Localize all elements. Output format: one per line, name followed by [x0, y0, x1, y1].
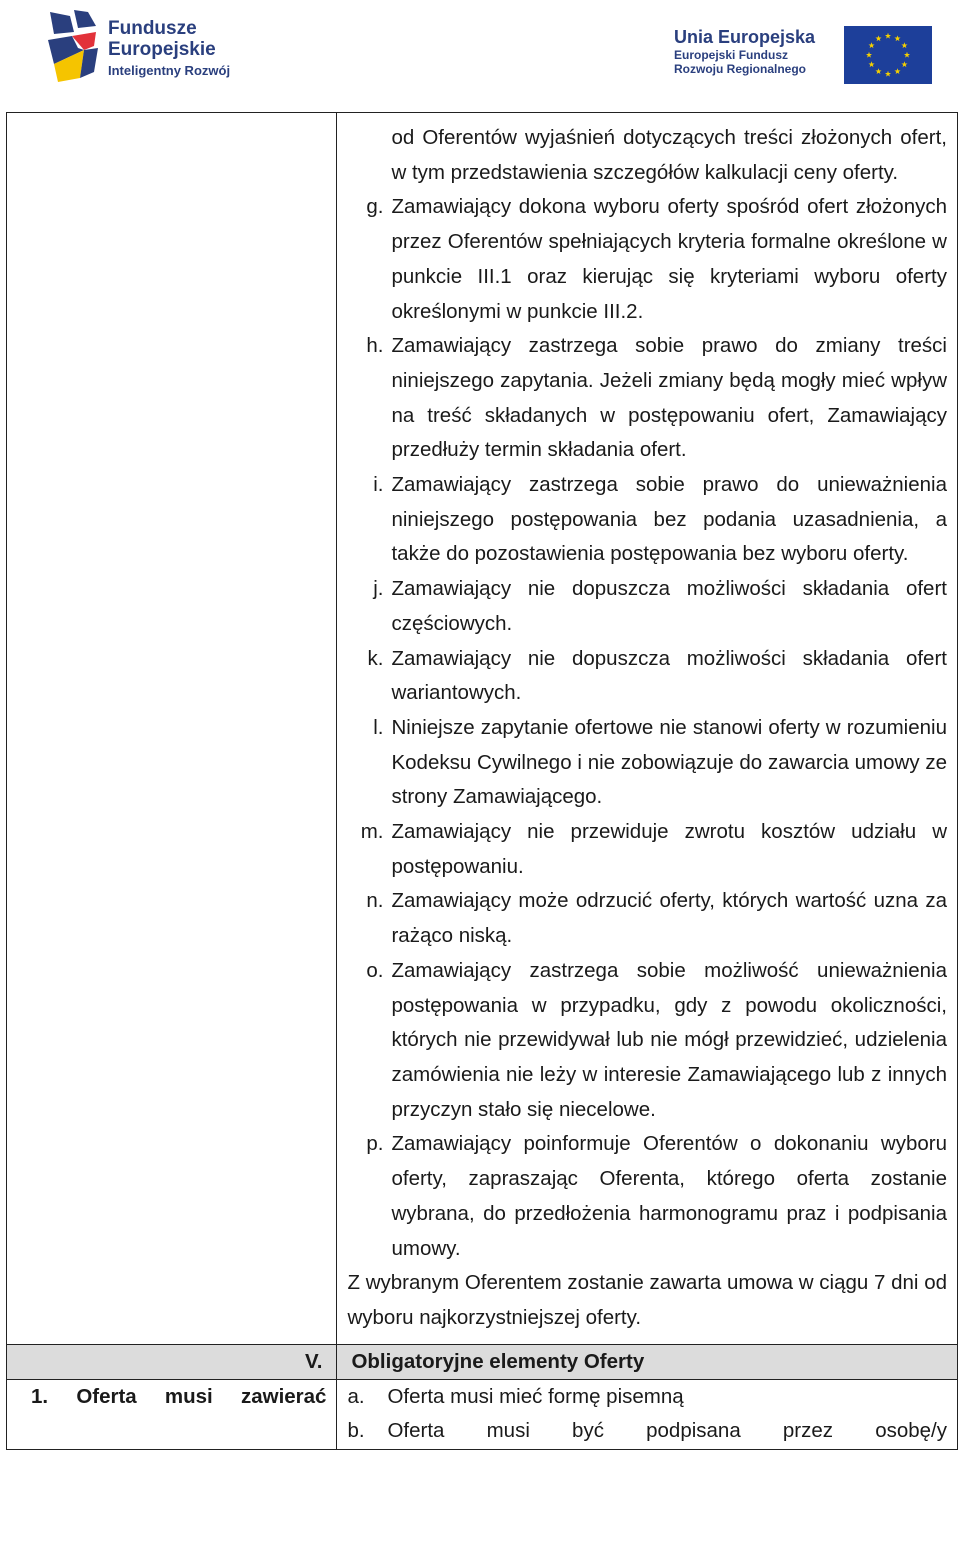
list-marker: o.: [366, 958, 384, 982]
list-item: [347, 954, 947, 1128]
list-item: [347, 884, 947, 953]
list-marker: n.: [366, 889, 384, 913]
list-marker: p.: [366, 1132, 384, 1156]
right-content-cell: [337, 113, 958, 1345]
list-marker: j.: [373, 577, 384, 601]
requirements-label-word: Oferta: [76, 1384, 137, 1408]
list-item: [347, 572, 947, 641]
intro-continuation: od Oferentów wyjaśnień dotyczących treści złożonych ofert, w tym przedstawienia szczegółów kalkulacji ceny oferty.: [391, 126, 947, 184]
list-item-text: Zamawiający nie przewiduje zwrotu kosztów udziału w postępowaniu.: [391, 820, 947, 878]
left-empty-cell: [7, 113, 337, 1345]
list-item: [347, 711, 947, 815]
fundusze-europejskie-star-icon: [44, 6, 104, 86]
section-title: Obligatoryjne elementy Oferty: [337, 1344, 958, 1379]
document-table: [6, 112, 958, 1450]
list-marker: g.: [366, 195, 384, 219]
eu-flag-icon: [844, 26, 932, 84]
logo-line-europejski-fundusz: Europejski Fundusz: [674, 48, 789, 62]
list-marker: i.: [373, 473, 384, 497]
list-marker: b.: [347, 1419, 365, 1443]
unia-europejska-logo: [674, 22, 936, 86]
closing-paragraph: Z wybranym Oferentem zostanie zawarta umowa w ciągu 7 dni od wyboru najkorzystniejszej oferty.: [347, 1271, 947, 1329]
requirements-list: [337, 1379, 958, 1449]
conditions-list: [347, 190, 947, 1266]
list-item-text: Zamawiający poinformuje Oferentów o dokonaniu wyboru oferty, zapraszając Oferenta, którego oferta zostanie wybrana, do przedłożenia harmonogramu praz i podpisania umowy.: [391, 1132, 947, 1260]
list-marker: l.: [373, 715, 384, 739]
list-marker: k.: [367, 646, 384, 670]
list-item: [347, 1380, 947, 1415]
fundusze-europejskie-logo: [44, 6, 274, 86]
list-item: [347, 1127, 947, 1266]
list-item-text: Zamawiający nie dopuszcza możliwości składania ofert częściowych.: [391, 577, 947, 635]
list-item-text: Zamawiający zastrzega sobie prawo do zmiany treści niniejszego zapytania. Jeżeli zmiany będą mogły mieć wpływ na treść składanych w postępowaniu ofert, Zamawiający przedłuży termin składania ofert.: [391, 334, 947, 462]
list-marker: m.: [360, 820, 384, 844]
requirements-label-number: 1.: [31, 1384, 49, 1408]
requirements-label: [7, 1380, 336, 1414]
list-item: [347, 468, 947, 572]
section-number: V.: [7, 1344, 337, 1379]
list-item-text: Oferta musi mieć formę pisemną: [387, 1384, 684, 1408]
list-item-text: Zamawiający może odrzucić oferty, których wartość uzna za rażąco niską.: [391, 889, 947, 948]
logo-line-inteligentny-rozwoj: Inteligentny Rozwój: [108, 63, 231, 78]
requirements-label-word: musi: [164, 1384, 213, 1408]
list-item-text: Zamawiający zastrzega sobie prawo do unieważnienia niniejszego postępowania bez podania uzasadnienia, a także do pozostawienia postępowania bez wyboru oferty.: [391, 473, 947, 566]
list-item-text: Oferta musi być podpisana przez osobę/y: [387, 1419, 947, 1443]
logo-line-europejskie: Europejskie: [108, 39, 216, 60]
section-header-row: [7, 1344, 958, 1379]
list-item: [347, 190, 947, 329]
requirements-label-cell: [7, 1379, 337, 1449]
list-item-text: Niniejsze zapytanie ofertowe nie stanowi oferty w rozumieniu Kodeksu Cywilnego i nie zobowiązuje do zawarcia umowy ze strony Zamawiającego.: [391, 715, 947, 809]
list-item: [347, 1414, 947, 1449]
logo-line-fundusze: Fundusze: [108, 18, 197, 39]
list-item: [347, 815, 947, 884]
requirements-row: [7, 1379, 958, 1449]
list-item-text: Zamawiający nie dopuszcza możliwości składania ofert wariantowych.: [391, 646, 947, 705]
logo-line-rozwoju-regionalnego: Rozwoju Regionalnego: [674, 62, 806, 76]
logo-line-unia-europejska: Unia Europejska: [674, 27, 816, 47]
list-marker: a.: [347, 1384, 365, 1408]
list-item: [347, 329, 947, 468]
list-marker: h.: [366, 334, 384, 358]
list-item: [347, 642, 947, 711]
requirements-label-word: zawierać: [240, 1384, 327, 1408]
content-row: [7, 113, 958, 1345]
list-item-text: Zamawiający zastrzega sobie możliwość unieważnienia postępowania w przypadku, gdy z powodu okoliczności, których nie przewidywał lub nie mógł przewidzieć, udzielenia zamówienia nie leży w interesie Zamawiającego lub z innych przyczyn stało się niecelowe.: [391, 958, 947, 1121]
list-item-text: Zamawiający dokona wyboru oferty spośród ofert złożonych przez Oferentów spełniających kryteria formalne określone w punkcie III.1 oraz kierując się kryteriami wyboru oferty określonymi w punkcie III.2.: [391, 195, 947, 323]
